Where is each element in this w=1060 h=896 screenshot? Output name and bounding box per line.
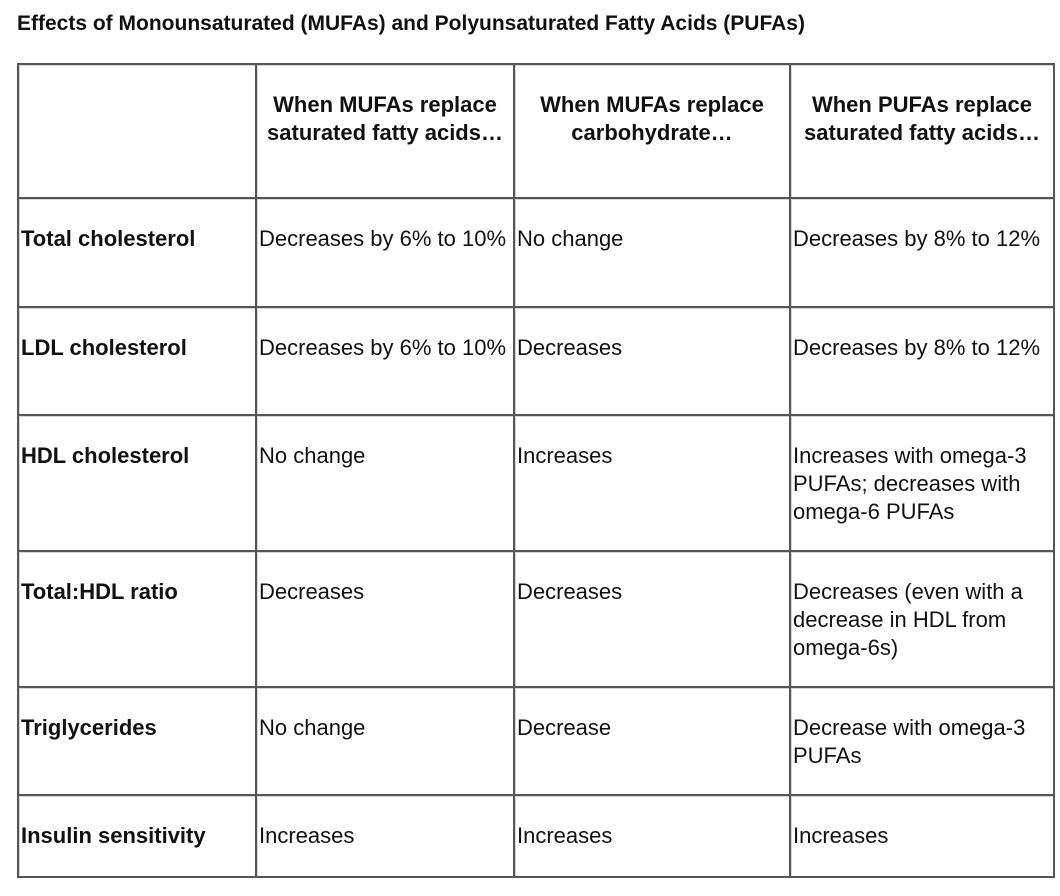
table-cell: Increases with omega-3 PUFAs; decreases with omega-6 PUFAs bbox=[791, 416, 1055, 552]
row-label: Total:HDL ratio bbox=[19, 552, 257, 688]
table-cell: Decrease with omega-3 PUFAs bbox=[791, 688, 1055, 796]
table-cell: Increases bbox=[791, 796, 1055, 878]
table-row bbox=[19, 199, 1055, 308]
table-cell: Decreases bbox=[515, 308, 791, 416]
table-cell: Decreases bbox=[257, 552, 515, 688]
column-header-mufa-replace-carb: When MUFAs replace carbohydrate… bbox=[515, 65, 791, 199]
table-cell: Decreases by 6% to 10% bbox=[257, 199, 515, 308]
row-label: Total cholesterol bbox=[19, 199, 257, 308]
table-cell: Decreases by 8% to 12% bbox=[791, 199, 1055, 308]
row-label: Insulin sensitivity bbox=[19, 796, 257, 878]
table-cell: Increases bbox=[515, 416, 791, 552]
table-header-row bbox=[19, 65, 1055, 199]
table-cell: Increases bbox=[515, 796, 791, 878]
table-row bbox=[19, 416, 1055, 552]
column-header-pufa-replace-sfa: When PUFAs replace saturated fatty acids… bbox=[791, 65, 1055, 199]
corner-cell bbox=[19, 65, 257, 199]
table-row bbox=[19, 796, 1055, 878]
table-row bbox=[19, 552, 1055, 688]
table-cell: Decrease bbox=[515, 688, 791, 796]
table-cell: Decreases by 6% to 10% bbox=[257, 308, 515, 416]
table-cell: No change bbox=[515, 199, 791, 308]
table-cell: No change bbox=[257, 416, 515, 552]
row-label: Triglycerides bbox=[19, 688, 257, 796]
row-label: HDL cholesterol bbox=[19, 416, 257, 552]
table-cell: Decreases by 8% to 12% bbox=[791, 308, 1055, 416]
table-row bbox=[19, 308, 1055, 416]
table-cell: No change bbox=[257, 688, 515, 796]
fatty-acids-effects-table bbox=[17, 63, 1055, 878]
table-title: Effects of Monounsaturated (MUFAs) and Polyunsaturated Fatty Acids (PUFAs) bbox=[17, 12, 805, 35]
table-cell: Increases bbox=[257, 796, 515, 878]
table-row bbox=[19, 688, 1055, 796]
table-cell: Decreases bbox=[515, 552, 791, 688]
row-label: LDL cholesterol bbox=[19, 308, 257, 416]
column-header-mufa-replace-sfa: When MUFAs replace saturated fatty acids… bbox=[257, 65, 515, 199]
table-cell: Decreases (even with a decrease in HDL from omega-6s) bbox=[791, 552, 1055, 688]
